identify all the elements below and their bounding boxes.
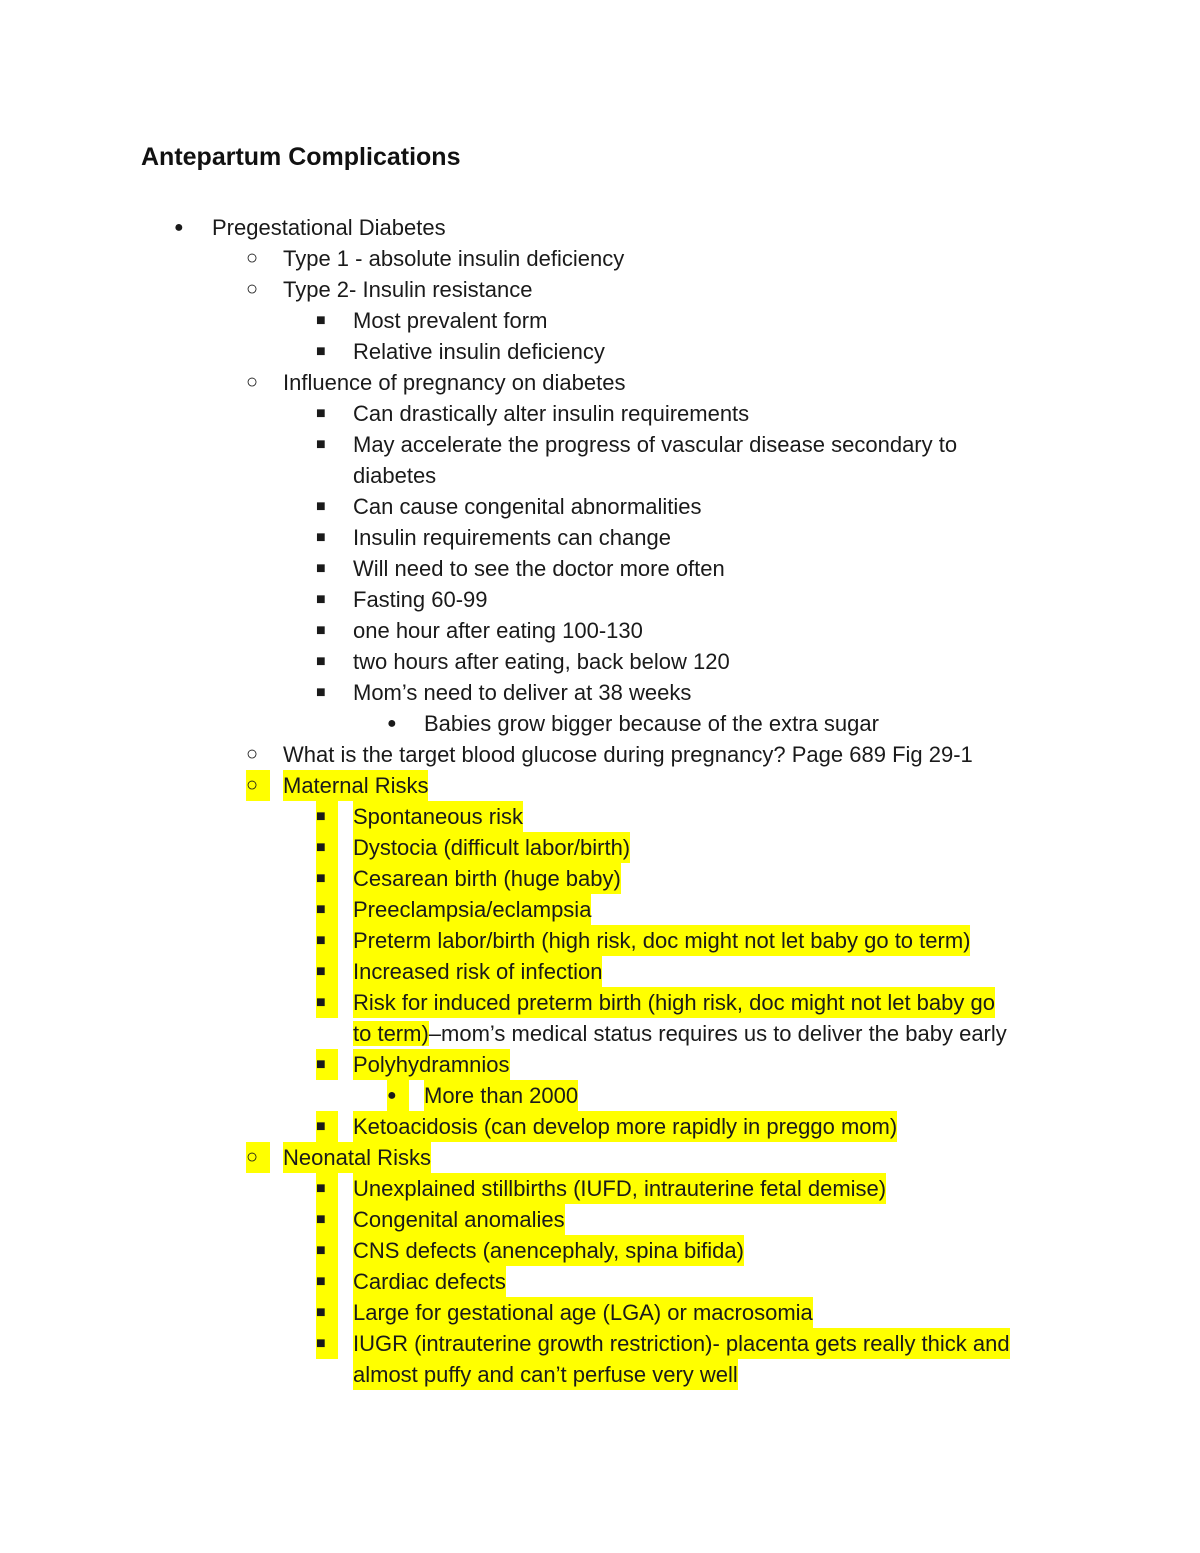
list-item <box>0 1204 1200 1235</box>
list-item <box>0 739 1200 770</box>
list-item <box>0 987 1200 1018</box>
list-item <box>0 615 1200 646</box>
square-bullet-icon: ■ <box>316 1111 338 1142</box>
square-bullet-icon: ■ <box>316 801 338 832</box>
circle-bullet-icon: ○ <box>246 371 259 393</box>
list-item <box>0 1049 1200 1080</box>
list-item-text: May accelerate the progress of vascular disease secondary to <box>353 432 958 457</box>
list-item-text: Type 1 - absolute insulin deficiency <box>283 246 625 271</box>
list-item-text: Ketoacidosis (can develop more rapidly in preggo mom) <box>353 1111 897 1142</box>
square-bullet-icon: ■ <box>316 1266 338 1297</box>
square-bullet-icon: ■ <box>316 498 326 515</box>
list-item-text: Mom’s need to deliver at 38 weeks <box>353 680 692 705</box>
list-item <box>0 677 1200 708</box>
list-item <box>0 925 1200 956</box>
list-item <box>0 243 1200 274</box>
list-item-text: diabetes <box>353 463 437 488</box>
list-item-text: Large for gestational age (LGA) or macrosomia <box>353 1297 813 1328</box>
list-item <box>0 398 1200 429</box>
list-item-text: Cesarean birth (huge baby) <box>353 863 621 894</box>
list-item <box>0 863 1200 894</box>
list-item-text: Babies grow bigger because of the extra sugar <box>424 711 879 736</box>
list-item-text: What is the target blood glucose during pregnancy? Page 689 Fig 29-1 <box>283 742 973 767</box>
square-bullet-icon: ■ <box>316 925 338 956</box>
list-item <box>0 305 1200 336</box>
list-item-text: Type 2- Insulin resistance <box>283 277 533 302</box>
square-bullet-icon: ■ <box>316 956 338 987</box>
list-item-text: Will need to see the doctor more often <box>353 556 725 581</box>
list-item-text: IUGR (intrauterine growth restriction)- placenta gets really thick and <box>353 1328 1010 1359</box>
square-bullet-icon: ■ <box>316 684 326 701</box>
list-item-text: Polyhydramnios <box>353 1049 510 1080</box>
list-item-continuation <box>0 1018 1200 1049</box>
list-item <box>0 274 1200 305</box>
list-item-text: Spontaneous risk <box>353 801 523 832</box>
list-item-text: Preterm labor/birth (high risk, doc might not let baby go to term) <box>353 925 970 956</box>
square-bullet-icon: ■ <box>316 1297 338 1328</box>
square-bullet-icon: ■ <box>316 560 326 577</box>
circle-bullet-icon: ○ <box>246 247 259 269</box>
highlighted-text: to term) <box>353 1021 429 1046</box>
page-title: Antepartum Complications <box>141 143 461 171</box>
list-item <box>0 1297 1200 1328</box>
square-bullet-icon: ■ <box>316 436 326 453</box>
circle-bullet-icon: ○ <box>246 278 259 300</box>
list-item-text: Fasting 60-99 <box>353 587 488 612</box>
square-bullet-icon: ■ <box>316 591 326 608</box>
list-item <box>0 1080 1200 1111</box>
list-item-text: Most prevalent form <box>353 308 548 333</box>
disc-bullet-icon: ● <box>174 219 184 236</box>
list-item-text: Increased risk of infection <box>353 956 602 987</box>
list-item <box>0 894 1200 925</box>
list-item <box>0 956 1200 987</box>
document-outline <box>0 212 1200 1390</box>
square-bullet-icon: ■ <box>316 832 338 863</box>
list-item-text: Maternal Risks <box>283 770 428 801</box>
plain-text: –mom’s medical status requires us to deliver the baby early <box>428 1021 1007 1046</box>
list-item-text: Dystocia (difficult labor/birth) <box>353 832 630 863</box>
list-item-text: Risk for induced preterm birth (high risk, doc might not let baby go <box>353 987 995 1018</box>
square-bullet-icon: ■ <box>316 343 326 360</box>
square-bullet-icon: ■ <box>316 622 326 639</box>
list-item-text <box>353 1018 1007 1049</box>
list-item-maternal-risks <box>0 770 1200 801</box>
list-item-text: Relative insulin deficiency <box>353 339 605 364</box>
square-bullet-icon: ■ <box>316 1049 338 1080</box>
list-item-text: one hour after eating 100-130 <box>353 618 643 643</box>
square-bullet-icon: ■ <box>316 863 338 894</box>
list-item <box>0 1266 1200 1297</box>
square-bullet-icon: ■ <box>316 312 326 329</box>
list-item <box>0 336 1200 367</box>
list-item-text: Pregestational Diabetes <box>212 215 446 240</box>
disc-bullet-icon: ● <box>387 1080 409 1111</box>
list-item <box>0 708 1200 739</box>
list-item-text: Can cause congenital abnormalities <box>353 494 702 519</box>
list-item-text: Insulin requirements can change <box>353 525 671 550</box>
square-bullet-icon: ■ <box>316 1235 338 1266</box>
list-item <box>0 1111 1200 1142</box>
circle-bullet-icon: ○ <box>246 770 270 801</box>
list-item <box>0 522 1200 553</box>
square-bullet-icon: ■ <box>316 1173 338 1204</box>
square-bullet-icon: ■ <box>316 987 338 1018</box>
list-item <box>0 212 1200 243</box>
list-item-text: More than 2000 <box>424 1080 578 1111</box>
list-item <box>0 491 1200 522</box>
circle-bullet-icon: ○ <box>246 1142 270 1173</box>
square-bullet-icon: ■ <box>316 1204 338 1235</box>
circle-bullet-icon: ○ <box>246 743 259 765</box>
list-item <box>0 646 1200 677</box>
square-bullet-icon: ■ <box>316 405 326 422</box>
disc-bullet-icon: ● <box>387 715 397 732</box>
square-bullet-icon: ■ <box>316 1328 338 1359</box>
square-bullet-icon: ■ <box>316 529 326 546</box>
list-item <box>0 429 1200 460</box>
list-item-neonatal-risks <box>0 1142 1200 1173</box>
list-item <box>0 832 1200 863</box>
list-item-text: Cardiac defects <box>353 1266 506 1297</box>
list-item-continuation <box>0 460 1200 491</box>
list-item-text: two hours after eating, back below 120 <box>353 649 730 674</box>
list-item <box>0 553 1200 584</box>
list-item-text: CNS defects (anencephaly, spina bifida) <box>353 1235 744 1266</box>
list-item <box>0 367 1200 398</box>
list-item-continuation <box>0 1359 1200 1390</box>
list-item-text: almost puffy and can’t perfuse very well <box>353 1359 738 1390</box>
square-bullet-icon: ■ <box>316 894 338 925</box>
list-item-text: Congenital anomalies <box>353 1204 565 1235</box>
list-item-text: Influence of pregnancy on diabetes <box>283 370 626 395</box>
list-item-text: Unexplained stillbirths (IUFD, intrauterine fetal demise) <box>353 1173 886 1204</box>
list-item-text: Can drastically alter insulin requirements <box>353 401 750 426</box>
list-item <box>0 1235 1200 1266</box>
list-item-text: Neonatal Risks <box>283 1142 431 1173</box>
list-item-text: Preeclampsia/eclampsia <box>353 894 591 925</box>
list-item <box>0 584 1200 615</box>
square-bullet-icon: ■ <box>316 653 326 670</box>
list-item <box>0 1173 1200 1204</box>
list-item <box>0 801 1200 832</box>
list-item <box>0 1328 1200 1359</box>
